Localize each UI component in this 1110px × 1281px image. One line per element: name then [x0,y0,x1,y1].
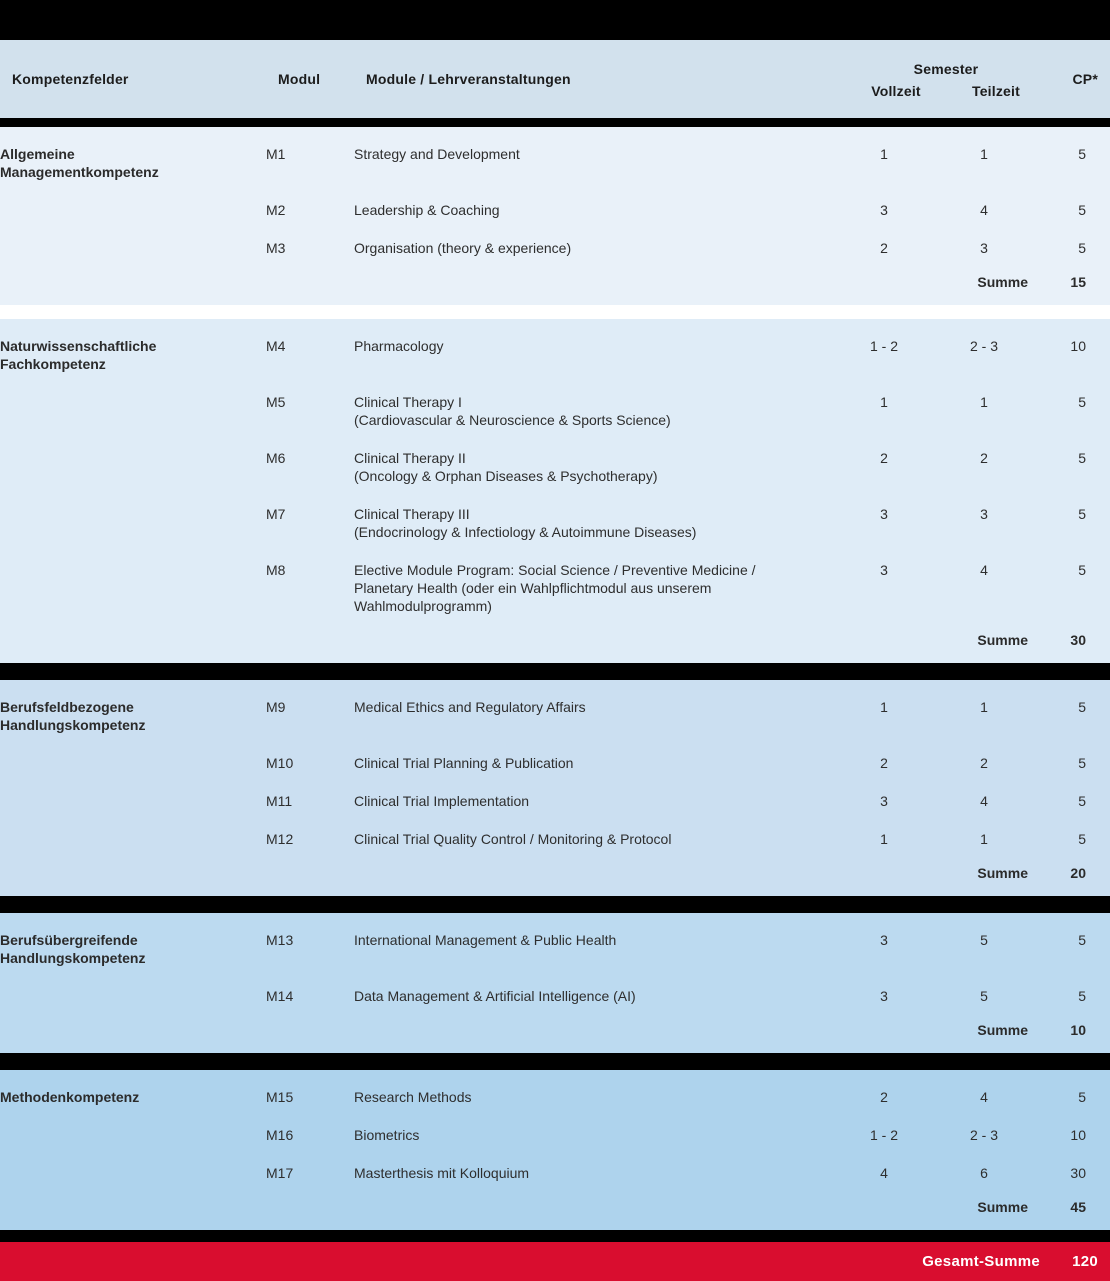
module-id: M6 [266,449,286,466]
vollzeit-value: 1 [880,145,888,162]
module-title: Clinical Trial Implementation [354,792,530,809]
cp-value: 5 [1078,505,1086,522]
vollzeit-value: 2 [880,449,888,466]
module-id: M13 [266,931,294,948]
module-id: M14 [266,987,294,1004]
summe-row [0,1192,1110,1222]
summe-label: Summe [977,1021,1028,1038]
header-divider [0,118,1110,127]
module-title: Strategy and Development [354,145,520,162]
teilzeit-value: 3 [980,505,988,522]
module-title: Clinical Therapy III [354,505,470,522]
module-title: Pharmacology [354,337,444,354]
summe-label: Summe [977,864,1028,881]
vollzeit-value: 2 [880,754,888,771]
section [0,680,1110,896]
cp-value: 5 [1078,754,1086,771]
column-header-module-lehrveranstaltungen: Module / Lehrveranstaltungen [366,71,571,87]
module-title-cell [354,931,794,967]
section [0,913,1110,1053]
module-id: M10 [266,754,294,771]
table-row [0,327,1110,383]
total-bar [0,1242,1110,1281]
cp-value: 5 [1078,698,1086,715]
module-id: M16 [266,1126,294,1143]
teilzeit-value: 5 [980,931,988,948]
vollzeit-value: 1 - 2 [869,1126,898,1143]
cp-value: 5 [1078,792,1086,809]
module-title-cell [354,393,794,429]
teilzeit-value: 1 [980,830,988,847]
summe-label: Summe [977,273,1028,290]
table-row [0,688,1110,744]
module-id: M8 [266,561,286,578]
teilzeit-value: 4 [980,1088,988,1105]
table-row [0,495,1110,551]
vollzeit-value: 1 [880,698,888,715]
summe-value: 30 [1070,631,1086,648]
total-divider [0,1230,1110,1242]
section-field-label: Berufsfeldbezogene Handlungskompetenz [0,698,146,733]
module-title-cell [354,792,794,810]
table-row [0,191,1110,229]
module-id: M17 [266,1164,294,1181]
total-value: 120 [1072,1252,1098,1270]
module-id: M1 [266,145,286,162]
module-title-cell [354,698,794,734]
table-row [0,921,1110,977]
table-row [0,383,1110,439]
module-id: M11 [266,792,293,809]
module-subtitle: (Endocrinology & Infectiology & Autoimmune Diseases) [354,523,697,540]
module-title: Elective Module Program: Social Science / Preventive Medicine / Planetary Health (oder ein Wahlpflichtmodul aus unserem Wahlmodulprogramm) [354,561,756,614]
column-header-vollzeit: Vollzeit [871,83,921,99]
section-field-label: Naturwissenschaftliche Fachkompetenz [0,337,157,372]
vollzeit-value: 3 [880,792,888,809]
teilzeit-value: 4 [980,561,988,578]
section-field-label: Berufsübergreifende Handlungskompetenz [0,931,146,966]
table-row [0,439,1110,495]
module-title: Leadership & Coaching [354,201,500,218]
module-title-cell [354,987,794,1005]
module-id: M15 [266,1088,294,1105]
module-title-cell [354,505,794,541]
teilzeit-value: 1 [980,393,988,410]
section-divider [0,1053,1110,1070]
teilzeit-value: 2 [980,754,988,771]
cp-value: 5 [1078,393,1086,410]
cp-value: 5 [1078,561,1086,578]
summe-value: 45 [1070,1198,1086,1215]
module-title: Clinical Trial Planning & Publication [354,754,574,771]
module-title: Clinical Therapy II [354,449,466,466]
vollzeit-value: 3 [880,505,888,522]
section-divider [0,896,1110,913]
module-title: International Management & Public Health [354,931,617,948]
module-title-cell [354,239,794,257]
cp-value: 5 [1078,1088,1086,1105]
summe-value: 20 [1070,864,1086,881]
teilzeit-value: 1 [980,145,988,162]
teilzeit-value: 6 [980,1164,988,1181]
module-title-cell [354,1088,794,1106]
table-row [0,229,1110,267]
section [0,319,1110,663]
vollzeit-value: 2 [880,1088,888,1105]
teilzeit-value: 2 [980,449,988,466]
column-header-cp: CP* [1072,71,1098,87]
module-title: Research Methods [354,1088,472,1105]
cp-value: 5 [1078,987,1086,1004]
module-subtitle: (Cardiovascular & Neuroscience & Sports Science) [354,411,671,428]
module-title: Biometrics [354,1126,420,1143]
section [0,127,1110,305]
table-row [0,1116,1110,1154]
module-id: M5 [266,393,286,410]
vollzeit-value: 1 - 2 [869,337,898,354]
table-row [0,977,1110,1015]
section [0,1070,1110,1230]
table-row [0,744,1110,782]
module-title-cell [354,561,794,615]
teilzeit-value: 2 - 3 [969,1126,998,1143]
table-row [0,782,1110,820]
module-id: M9 [266,698,286,715]
module-id: M2 [266,201,286,218]
module-title: Clinical Therapy I [354,393,462,410]
table-header [0,40,1110,118]
vollzeit-value: 3 [880,561,888,578]
module-title-cell [354,830,794,848]
summe-row [0,1015,1110,1045]
module-title: Organisation (theory & experience) [354,239,572,256]
cp-value: 5 [1078,449,1086,466]
cp-value: 5 [1078,239,1086,256]
teilzeit-value: 2 - 3 [969,337,998,354]
vollzeit-value: 3 [880,931,888,948]
module-title-cell [354,201,794,219]
module-title-cell [354,449,794,485]
summe-row [0,625,1110,655]
table-sections [0,127,1110,1230]
table-row [0,135,1110,191]
module-title: Medical Ethics and Regulatory Affairs [354,698,586,715]
column-header-teilzeit: Teilzeit [971,83,1021,99]
section-divider [0,305,1110,319]
module-title-cell [354,754,794,772]
summe-label: Summe [977,1198,1028,1215]
vollzeit-value: 1 [880,830,888,847]
teilzeit-value: 3 [980,239,988,256]
cp-value: 30 [1070,1164,1086,1181]
total-label: Gesamt-Summe [922,1252,1040,1270]
module-subtitle: (Oncology & Orphan Diseases & Psychotherapy) [354,467,658,484]
module-title: Clinical Trial Quality Control / Monitoring & Protocol [354,830,672,847]
cp-value: 10 [1070,337,1086,354]
cp-value: 5 [1078,830,1086,847]
section-divider [0,663,1110,680]
teilzeit-value: 5 [980,987,988,1004]
column-header-modul: Modul [278,71,321,87]
module-id: M3 [266,239,286,256]
module-title-cell [354,1126,794,1144]
table-row [0,1154,1110,1192]
teilzeit-value: 4 [980,201,988,218]
table-row [0,551,1110,625]
module-title: Masterthesis mit Kolloquium [354,1164,530,1181]
cp-value: 10 [1070,1126,1086,1143]
summe-value: 15 [1070,273,1086,290]
summe-row [0,267,1110,297]
column-header-semester: Semester [913,61,979,77]
summe-row [0,858,1110,888]
summe-value: 10 [1070,1021,1086,1038]
vollzeit-value: 3 [880,201,888,218]
summe-label: Summe [977,631,1028,648]
cp-value: 5 [1078,931,1086,948]
vollzeit-value: 4 [880,1164,888,1181]
section-field-label: Methodenkompetenz [0,1088,140,1105]
module-title-cell [354,145,794,181]
module-title-cell [354,337,794,373]
vollzeit-value: 1 [880,393,888,410]
top-black-bar [0,0,1110,40]
teilzeit-value: 1 [980,698,988,715]
cp-value: 5 [1078,145,1086,162]
module-id: M4 [266,337,286,354]
table-row [0,820,1110,858]
module-title: Data Management & Artificial Intelligence (AI) [354,987,636,1004]
cp-value: 5 [1078,201,1086,218]
module-title-cell [354,1164,794,1182]
teilzeit-value: 4 [980,792,988,809]
section-field-label: Allgemeine Managementkompetenz [0,145,159,180]
vollzeit-value: 3 [880,987,888,1004]
vollzeit-value: 2 [880,239,888,256]
column-header-kompetenzfelder: Kompetenzfelder [12,71,129,87]
module-id: M7 [266,505,286,522]
table-row [0,1078,1110,1116]
module-id: M12 [266,830,294,847]
